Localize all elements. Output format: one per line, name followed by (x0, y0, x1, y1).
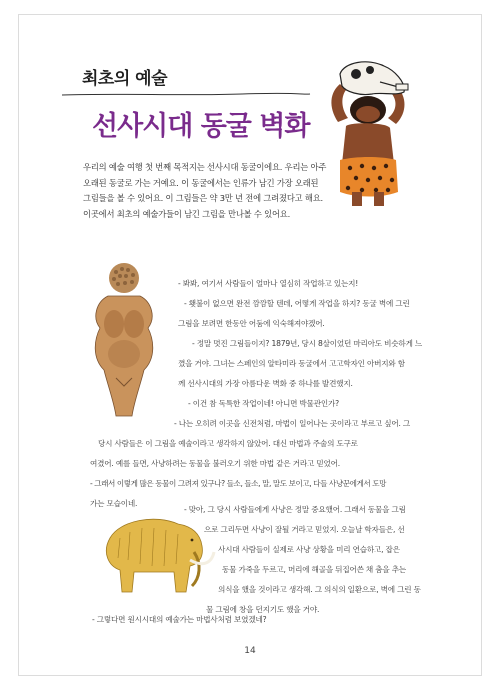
title-divider (62, 90, 312, 100)
dialogue-line: - 횃불이 없으면 완전 깜깜할 텐데, 어떻게 작업을 하지? 동굴 벽에 그린 (184, 299, 410, 308)
dialogue-line: - 그렇다면 원시시대의 예술가는 마법사처럼 보였겠네? (92, 615, 267, 624)
dialogue-line: 사시대 사람들이 실제로 사냥 상황을 미리 연습하고, 잡은 (218, 545, 400, 554)
dialogue-line: - 그래서 이렇게 많은 동물이 그려져 있구나? 들소, 들소, 말, 말도 보이고, 다들 사냥꾼에게서 도망 (90, 479, 386, 488)
page-title: 선사시대 동굴 벽화 (92, 111, 310, 142)
dialogue-line: - 맞아, 그 당시 사람들에게 사냥은 정말 중요했어. 그래서 동물을 그림 (184, 505, 406, 514)
dialogue-line: 여겼어. 예를 들면, 사냥하려는 동물을 불러오기 위한 마법 같은 거라고 믿었어. (90, 459, 340, 468)
dialogue-block-1 (178, 274, 422, 414)
dialogue-line: 동물 가죽을 두르고, 머리에 해골을 뒤집어쓴 채 춤을 추는 (222, 565, 407, 574)
dialogue-line: 의식을 했을 것이라고 생각해. 그 의식의 일환으로, 벽에 그린 동 (218, 585, 421, 594)
dialogue-line: 꼈을 거야. 그녀는 스페인의 알타미라 동굴에서 고고학자인 아버지와 함 (178, 359, 405, 368)
venus-figurine-illustration (86, 262, 164, 422)
dialogue-line: - 봐봐, 여기서 사람들이 얼마나 열심히 작업하고 있는지! (178, 279, 359, 288)
dialogue-line: 당시 사람들은 이 그림을 예술이라고 생각하지 않았어. 대신 마법과 주술의 도구로 (98, 439, 358, 448)
dialogue-line: 가는 모습이네. (90, 499, 138, 508)
dialogue-line: 그림을 보려면 한동안 어둠에 익숙해져야겠어. (178, 319, 325, 328)
intro-paragraph (83, 160, 343, 222)
intro-line: 우리의 예술 여행 첫 번째 목적지는 선사시대 동굴이에요. 우리는 아주 (83, 162, 327, 172)
dialogue-line: 께 선사시대의 가장 아름다운 벽화 중 하나를 발견했지. (178, 379, 353, 388)
dialogue-line: 물 그림에 창을 던지기도 했을 거야. (206, 605, 320, 614)
dialogue-block-4 (92, 610, 266, 630)
intro-line: 이곳에서 최초의 예술가들이 남긴 그림을 만나볼 수 있어요. (83, 208, 291, 219)
dialogue-block-2 (90, 414, 410, 514)
dialogue-block-3 (184, 500, 421, 620)
chapter-label: 최초의 예술 (82, 69, 168, 89)
dialogue-line: 으로 그리두면 사냥이 잘될 거라고 믿었지. 오늘날 학자들은, 선 (204, 525, 405, 534)
page-number: 14 (244, 646, 256, 656)
intro-line: 그림들을 볼 수 있어요. 이 그림들은 약 3만 년 전에 그려졌다고 해요. (83, 193, 323, 203)
dialogue-line: - 나는 오히려 이곳을 신전처럼, 마법이 일어나는 곳이라고 부르고 싶어. 그 (174, 419, 411, 428)
dialogue-line: - 정말 멋진 그림들이지? 1879년, 당시 8살이었던 마리아도 비슷하게 느 (192, 339, 423, 348)
dialogue-line: - 이건 참 독특한 작업이네! 아니면 박물관인가? (188, 399, 339, 408)
intro-line: 오래된 동굴로 가는 거예요. 이 동굴에서는 인류가 남긴 가장 오래된 (83, 177, 319, 188)
